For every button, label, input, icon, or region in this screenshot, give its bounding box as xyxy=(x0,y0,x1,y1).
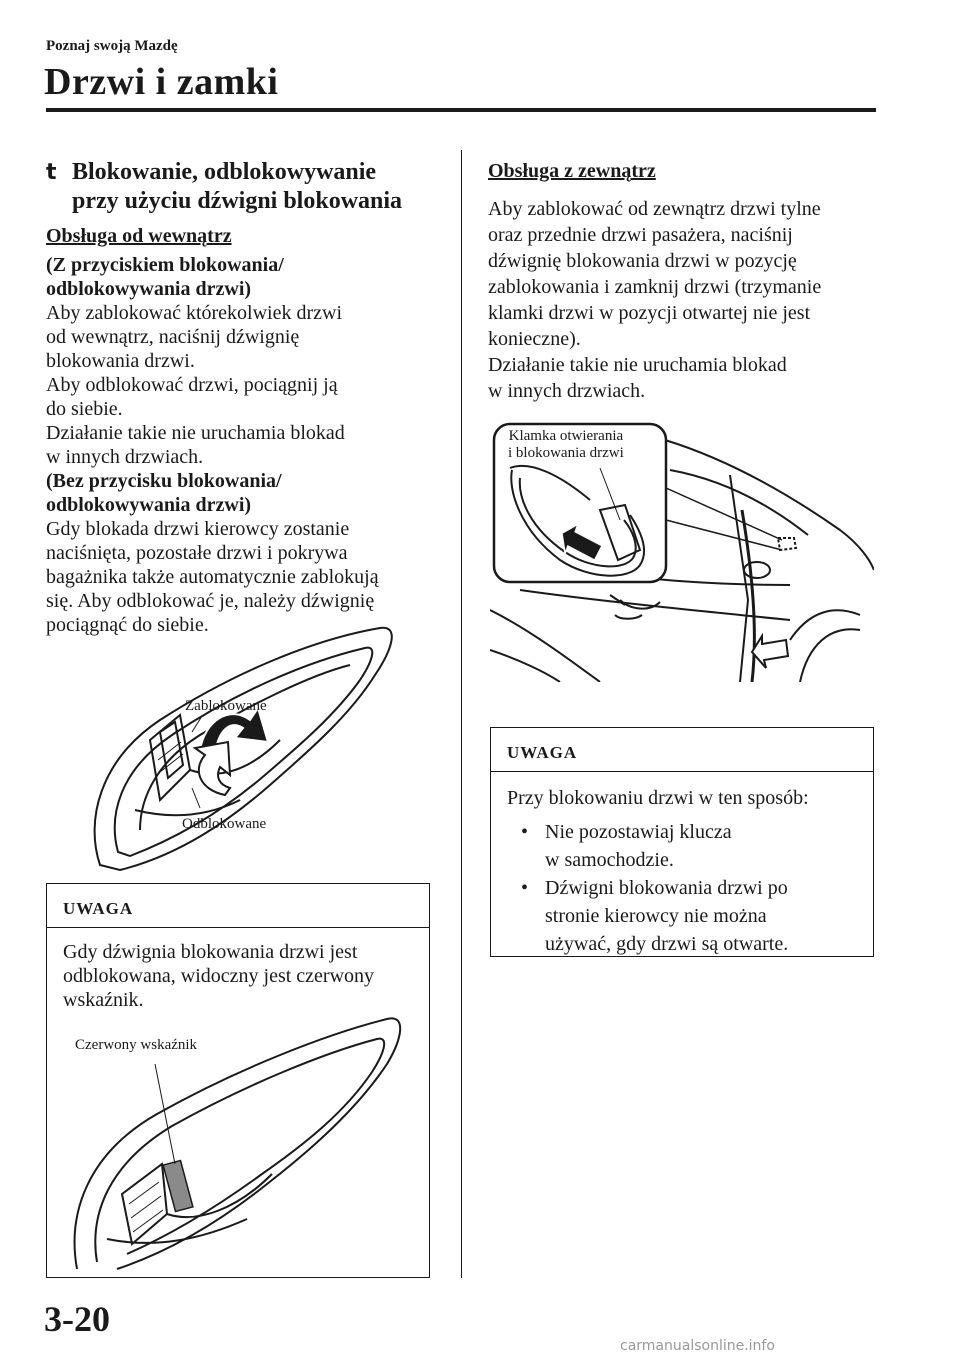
label-unlocked: Odblokowane xyxy=(182,816,267,832)
label-red-indicator: Czerwony wskaźnik xyxy=(75,1037,198,1053)
notice-body xyxy=(491,772,873,958)
notice2-bullet1-line1: Nie pozostawiaj klucza xyxy=(545,821,732,843)
notice2-bullet2-line1: Dźwigni blokowania drzwi po xyxy=(545,877,788,899)
para2-line1: Aby odblokować drzwi, pociągnij ją xyxy=(46,374,338,396)
section-bullet: t xyxy=(46,160,57,185)
notice-box-indicator xyxy=(46,883,430,1278)
para4-line2: naciśnięta, pozostałe drzwi i pokrywa xyxy=(46,542,348,564)
para4-line1: Gdy blokada drzwi kierowcy zostanie xyxy=(46,518,350,540)
notice2-bullet2-line2: stronie kierowcy nie można xyxy=(545,905,767,927)
page-number: 3-20 xyxy=(44,1299,110,1339)
right-para1-line5: klamki drzwi w pozycji otwartej nie jest xyxy=(488,302,811,324)
notice2-bullet2-line3: używać, gdy drzwi są otwarte. xyxy=(545,933,789,955)
label-door-handle-line2: i blokowania drzwi xyxy=(508,445,624,461)
right-para2-line1: Działanie takie nie uruchamia blokad xyxy=(488,354,787,376)
subhead-inside: Obsługa od wewnątrz xyxy=(46,225,232,247)
red-indicator-illustration xyxy=(47,1004,427,1274)
right-para1-line4: zablokowania i zamknij drzwi (trzymanie xyxy=(488,276,822,298)
notice2-intro: Przy blokowaniu drzwi w ten sposób: xyxy=(507,787,809,809)
label-locked: Zablokowane xyxy=(185,698,267,714)
para3-line1: Działanie takie nie uruchamia blokad xyxy=(46,422,345,444)
para2-line2: do siebie. xyxy=(46,398,123,420)
figure-car-door xyxy=(490,420,874,682)
para4-line3: bagażnika także automatycznie zablokują xyxy=(46,566,379,588)
page-title: Drzwi i zamki xyxy=(44,61,279,103)
para1-line1: Aby zablokować którekolwiek drzwi xyxy=(46,302,343,324)
notice2-bullet1 xyxy=(507,818,857,874)
notice1-line3: wskaźnik. xyxy=(63,989,144,1011)
right-para1-line6: konieczne). xyxy=(488,328,581,350)
header-rule xyxy=(46,108,876,112)
notice2-bullet2 xyxy=(507,874,857,958)
right-column-body xyxy=(488,158,878,404)
notice-body xyxy=(47,928,429,1012)
notice1-line2: odblokowana, widoczny jest czerwony xyxy=(63,965,375,987)
label-door-handle-line1: Klamka otwierania xyxy=(508,428,624,444)
notice-heading: UWAGA xyxy=(491,728,873,772)
bullet-dot: • xyxy=(521,821,529,843)
para4-line4: się. Aby odblokować je, należy dźwignię xyxy=(46,590,375,612)
bullet-dot: • xyxy=(521,877,529,899)
para1-line3: blokowania drzwi. xyxy=(46,350,195,372)
column-divider xyxy=(461,150,462,1278)
right-para1-line1: Aby zablokować od zewnątrz drzwi tylne xyxy=(488,198,821,220)
figure-inner-handle xyxy=(80,620,430,880)
case1-line2: odblokowywania drzwi) xyxy=(46,278,252,300)
notice-box-outside-locking xyxy=(490,727,874,957)
para4-line5: pociągnąć do siebie. xyxy=(46,614,209,636)
left-column-body xyxy=(46,223,446,637)
right-para1-line2: oraz przednie drzwi pasażera, naciśnij xyxy=(488,224,793,246)
case1-line1: (Z przyciskiem blokowania/ xyxy=(46,254,284,276)
subhead-outside: Obsługa z zewnątrz xyxy=(488,160,656,182)
section-heading xyxy=(46,158,446,216)
para1-line2: od wewnątrz, naciśnij dźwignię xyxy=(46,326,300,348)
section-heading-line2: przy użyciu dźwigni blokowania xyxy=(72,188,403,214)
breadcrumb: Poznaj swoją Mazdę xyxy=(46,38,178,54)
case2-line1: (Bez przycisku blokowania/ xyxy=(46,470,282,492)
section-heading-line1: Blokowanie, odblokowywanie xyxy=(72,159,377,185)
watermark: carmanualsonline.info xyxy=(620,1338,775,1354)
case2-line2: odblokowywania drzwi) xyxy=(46,494,252,516)
notice1-line1: Gdy dźwignia blokowania drzwi jest xyxy=(63,941,358,963)
notice2-bullet1-line2: w samochodzie. xyxy=(545,849,674,871)
inner-handle-illustration xyxy=(80,620,430,880)
right-para1-line3: dźwignię blokowania drzwi w pozycję xyxy=(488,250,797,272)
notice-heading: UWAGA xyxy=(47,884,429,928)
label-door-handle xyxy=(508,428,624,462)
right-para2-line2: w innych drzwiach. xyxy=(488,380,646,402)
para3-line2: w innych drzwiach. xyxy=(46,446,204,468)
